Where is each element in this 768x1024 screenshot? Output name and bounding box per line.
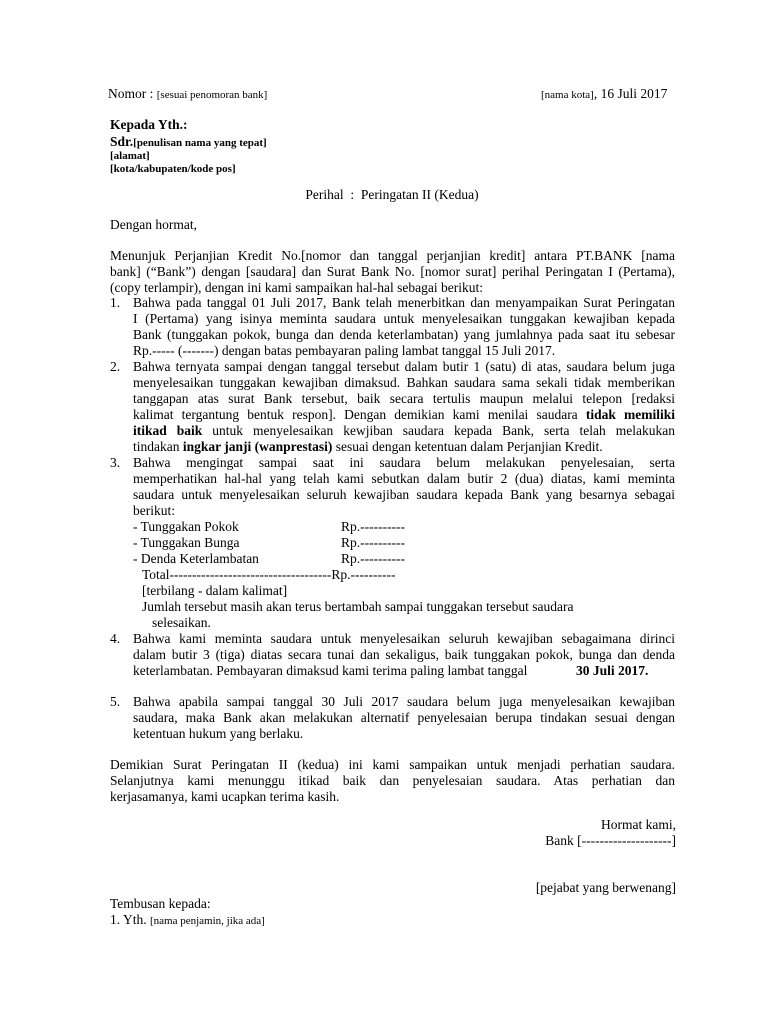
item-2-line-3: tanggapan atas surat Bank tersebut, baik secara tertulis maupun melalui telepon [redaksi <box>133 391 675 406</box>
item-5-line-3: ketentuan hukum yang berlaku. <box>133 726 304 741</box>
payment-deadline: 30 Juli 2017. <box>576 663 649 678</box>
closing-line-2: Selanjutnya kami menunggu itikad baik dan penyelesaian saudara. Atas perhatian dan <box>110 773 675 788</box>
item-3-note-line-1: Jumlah tersebut masih akan terus bertambah sampai tunggakan tersebut saudara <box>142 599 574 614</box>
item-1-line-2: I (Pertama) yang isinya meminta saudara untuk menyelesaikan tunggakan kewajiban kepada <box>133 311 675 326</box>
item-1-line-3: Bank (tunggakan pokok, bunga dan denda keterlambatan) yang jumlahnya pada saat itu sebesar <box>133 327 675 342</box>
greeting: Dengan hormat, <box>110 217 197 232</box>
item-2-line-5-text: untuk menyelesaikan kewjiban saudara kepada Bank, serta telah melakukan <box>202 423 675 438</box>
arrears-row-label: - Denda Keterlambatan <box>133 551 259 566</box>
item-2-emphasis-itikad-baik: itikad baik <box>133 423 203 438</box>
arrears-row-value: Rp.---------- <box>341 519 406 534</box>
item-2-line-6-text-c: sesuai dengan ketentuan dalam Perjanjian Kredit. <box>332 439 603 454</box>
item-5-number: 5. <box>110 694 121 709</box>
item-2-line-4-text: kalimat tergantung bentuk respon]. Dengan demikian kami menilai saudara <box>133 407 586 422</box>
recipient-address: [alamat] <box>110 150 150 162</box>
arrears-row-label: - Tunggakan Pokok <box>133 519 239 534</box>
signature-official: [pejabat yang berwenang] <box>535 880 676 895</box>
item-3-line-3: saudara untuk menyelesaikan seluruh kewajiban saudara kepada Bank yang besarnya sebagai <box>133 487 675 502</box>
nomor-label: Nomor <box>108 86 147 101</box>
recipient-name: [penulisan nama yang tepat] <box>133 137 267 149</box>
signature-bank: Bank [--------------------] <box>545 833 676 848</box>
item-3-line-1: Bahwa mengingat sampai saat ini saudara belum melakukan penyelesaian, serta <box>133 455 675 470</box>
closing-line-3: kerjasamanya, kami ucapkan terima kasih. <box>110 789 340 804</box>
amount-in-words: [terbilang - dalam kalimat] <box>142 583 288 598</box>
intro-line-2: bank] (“Bank”) dengan [saudara] dan Surat Bank No. [nomor surat] perihal Peringatan I (Pertama), <box>110 264 675 279</box>
item-1-number: 1. <box>110 295 121 310</box>
item-2-line-6 <box>133 439 603 455</box>
date-line <box>541 86 667 103</box>
item-4-line-3: keterlambatan. Pembayaran dimaksud kami terima paling lambat tanggal <box>133 663 528 678</box>
item-3-line-2: memperhatikan hal-hal yang telah kami sebutkan dalam butir 2 (dua) diatas, kami meminta <box>133 471 675 486</box>
nomor-separator: : <box>149 86 154 101</box>
item-1-line-1: Bahwa pada tanggal 01 Juli 2017, Bank telah menerbitkan dan menyampaikan Surat Peringatan <box>133 295 675 310</box>
intro-line-3: (copy terlampir), dengan ini kami sampaikan hal-hal sebagai berikut: <box>110 280 483 295</box>
arrears-row-value: Rp.---------- <box>341 551 406 566</box>
city-placeholder: [nama kota] <box>541 89 594 101</box>
kepada-label: Kepada Yth.: <box>110 117 188 132</box>
cc-item-name: [nama penjamin, jika ada] <box>150 915 265 927</box>
item-2-line-5 <box>133 423 675 439</box>
item-4-line-2: dalam butir 3 (tiga) diatas secara tunai dan sekaligus, baik tunggakan pokok, bunga dan denda <box>133 647 675 662</box>
cc-item-prefix: 1. Yth. <box>110 912 150 927</box>
nomor-line <box>108 86 267 103</box>
item-2-line-4 <box>133 407 675 423</box>
item-2-line-2: menyelesaikan tunggakan kewajiban dimaksud. Bahkan saudara sama sekali tidak memberikan <box>133 375 675 390</box>
item-4-line-1: Bahwa kami meminta saudara untuk menyelesaikan seluruh kewajiban sebagaimana dirinci <box>133 631 675 646</box>
item-3-line-4: berikut: <box>133 503 175 518</box>
sdr-prefix: Sdr. <box>110 134 134 149</box>
item-2-emphasis-ingkar-janji: ingkar janji (wanprestasi) <box>182 439 333 454</box>
item-5-line-2: saudara, maka Bank akan melakukan alternatif penyelesaian berupa tindakan sesuai dengan <box>133 710 675 725</box>
item-2-emphasis-tidak-memiliki: tidak memiliki <box>585 407 675 422</box>
item-5-line-1: Bahwa apabila sampai tanggal 30 Juli 2017 saudara belum juga menyelesaikan kewajiban <box>133 694 675 709</box>
signature-hormat: Hormat kami, <box>601 817 676 832</box>
item-1-line-4: Rp.----- (-------) dengan batas pembayaran paling lambat tanggal 15 Juli 2017. <box>133 343 556 358</box>
item-3-note-line-2: selesaikan. <box>152 615 211 630</box>
letter-date: , 16 Juli 2017 <box>593 86 668 101</box>
arrears-total: Total------------------------------------Rp.---------- <box>142 567 396 582</box>
item-4-number: 4. <box>110 631 121 646</box>
cc-item <box>110 912 265 929</box>
cc-label: Tembusan kepada: <box>110 896 211 911</box>
intro-line-1: Menunjuk Perjanjian Kredit No.[nomor dan tanggal perjanjian kredit] antara PT.BANK [nama <box>110 248 675 263</box>
arrears-row-label: - Tunggakan Bunga <box>133 535 240 550</box>
subject-line: Perihal : Peringatan II (Kedua) <box>305 187 479 202</box>
item-2-number: 2. <box>110 359 121 374</box>
closing-line-1: Demikian Surat Peringatan II (kedua) ini kami sampaikan untuk menjadi perhatian saudara. <box>110 757 675 772</box>
recipient-city: [kota/kabupaten/kode pos] <box>110 163 236 175</box>
item-3-number: 3. <box>110 455 121 470</box>
nomor-value: [sesuai penomoran bank] <box>156 89 268 101</box>
item-2-line-6-text-a: tindakan <box>133 439 183 454</box>
arrears-row-value: Rp.---------- <box>341 535 406 550</box>
item-2-line-1: Bahwa ternyata sampai dengan tanggal tersebut dalam butir 1 (satu) di atas, saudara belum juga <box>133 359 675 374</box>
